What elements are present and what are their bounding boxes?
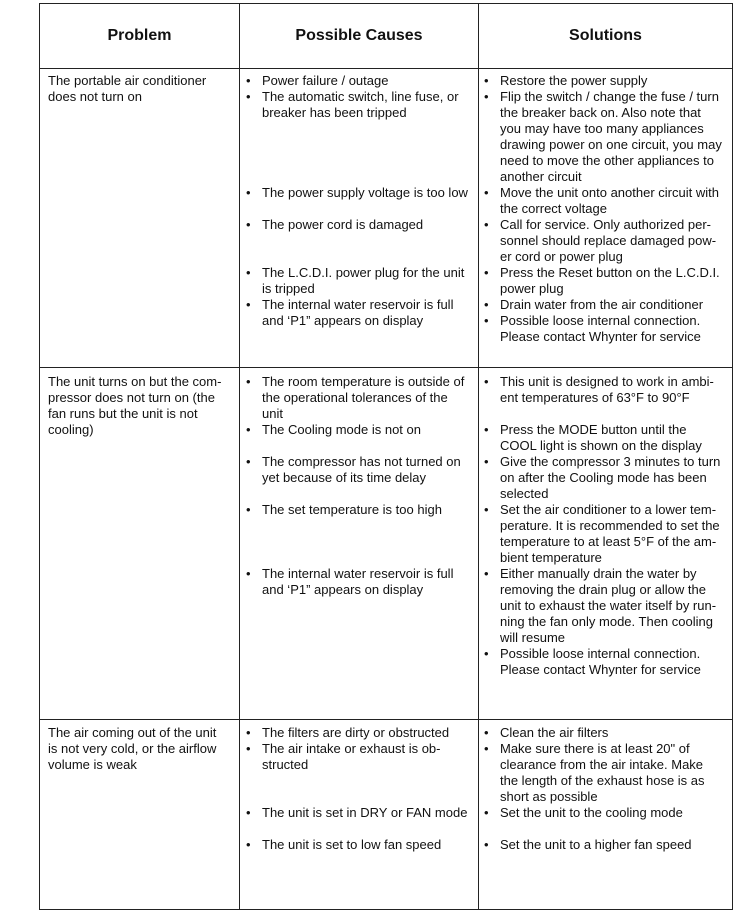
cause-item: • The unit is set to low fan speed [246, 837, 442, 852]
row-divider [40, 367, 732, 368]
problem-cell: The unit turns on but the com- pressor does not turn on (the fan runs but the unit is not cooling) [48, 374, 222, 437]
solution-item: • Make sure there is at least 20" of clearance from the air intake. Make the length of the exhaust hose is as short as possible [484, 741, 705, 804]
troubleshooting-table [39, 3, 733, 910]
solution-item: • Possible loose internal connection. Please contact Whynter for service [484, 313, 701, 344]
cause-item: • The compressor has not turned on yet because of its time delay [246, 454, 461, 485]
cause-item: • The automatic switch, line fuse, or breaker has been tripped [246, 89, 459, 120]
solution-item: • Restore the power supply [484, 73, 648, 88]
cause-item: • The Cooling mode is not on [246, 422, 421, 437]
solution-item: • Possible loose internal connection. Please contact Whynter for service [484, 646, 701, 677]
header-possible-causes: Possible Causes [295, 27, 423, 44]
solution-item: • Either manually drain the water by removing the drain plug or allow the unit to exhaust the water itself by run- ning the fan only mode. Then cooling will resume [484, 566, 717, 645]
solution-item: • Set the unit to a higher fan speed [484, 837, 692, 852]
row-divider [40, 68, 732, 69]
cause-item: • Power failure / outage [246, 73, 389, 88]
solution-item: • Set the air conditioner to a lower tem- perature. It is recommended to set the temperature to at least 5°F of the am- bient temperature [484, 502, 720, 565]
solution-item: • Give the compressor 3 minutes to turn on after the Cooling mode has been selected [484, 454, 721, 501]
solution-item: • Move the unit onto another circuit with the correct voltage [484, 185, 719, 216]
solution-item: • This unit is designed to work in ambi- ent temperatures of 63°F to 90°F [484, 374, 714, 405]
cause-item: • The set temperature is too high [246, 502, 442, 517]
solution-item: • Call for service. Only authorized per- sonnel should replace damaged pow- er cord or power plug [484, 217, 717, 264]
column-divider [239, 4, 240, 909]
cause-item: • The room temperature is outside of the operational tolerances of the unit [246, 374, 465, 421]
cause-item: • The unit is set in DRY or FAN mode [246, 805, 468, 820]
solution-item: • Set the unit to the cooling mode [484, 805, 683, 820]
cause-item: • The power cord is damaged [246, 217, 424, 232]
solution-item: • Flip the switch / change the fuse / turn the breaker back on. Also note that you may have too many appliances drawing power on one circuit, you may need to move the other appliances to another circuit [484, 89, 722, 184]
cause-item: • The air intake or exhaust is ob- structed [246, 741, 441, 772]
solution-item: • Drain water from the air conditioner [484, 297, 704, 312]
header-solutions: Solutions [569, 27, 642, 44]
problem-cell: The air coming out of the unit is not very cold, or the airflow volume is weak [48, 725, 217, 772]
cause-item: • The power supply voltage is too low [246, 185, 468, 200]
solution-item: • Press the Reset button on the L.C.D.I. power plug [484, 265, 720, 296]
solution-item: • Press the MODE button until the COOL light is shown on the display [484, 422, 702, 453]
header-problem: Problem [107, 27, 172, 44]
cause-item: • The internal water reservoir is full and ‘P1” appears on display [246, 297, 454, 328]
cause-item: • The internal water reservoir is full and ‘P1” appears on display [246, 566, 454, 597]
column-divider [478, 4, 479, 909]
cause-item: • The L.C.D.I. power plug for the unit is tripped [246, 265, 465, 296]
problem-cell: The portable air conditioner does not turn on [48, 73, 207, 104]
row-divider [40, 719, 732, 720]
cause-item: • The filters are dirty or obstructed [246, 725, 450, 740]
solution-item: • Clean the air filters [484, 725, 609, 740]
